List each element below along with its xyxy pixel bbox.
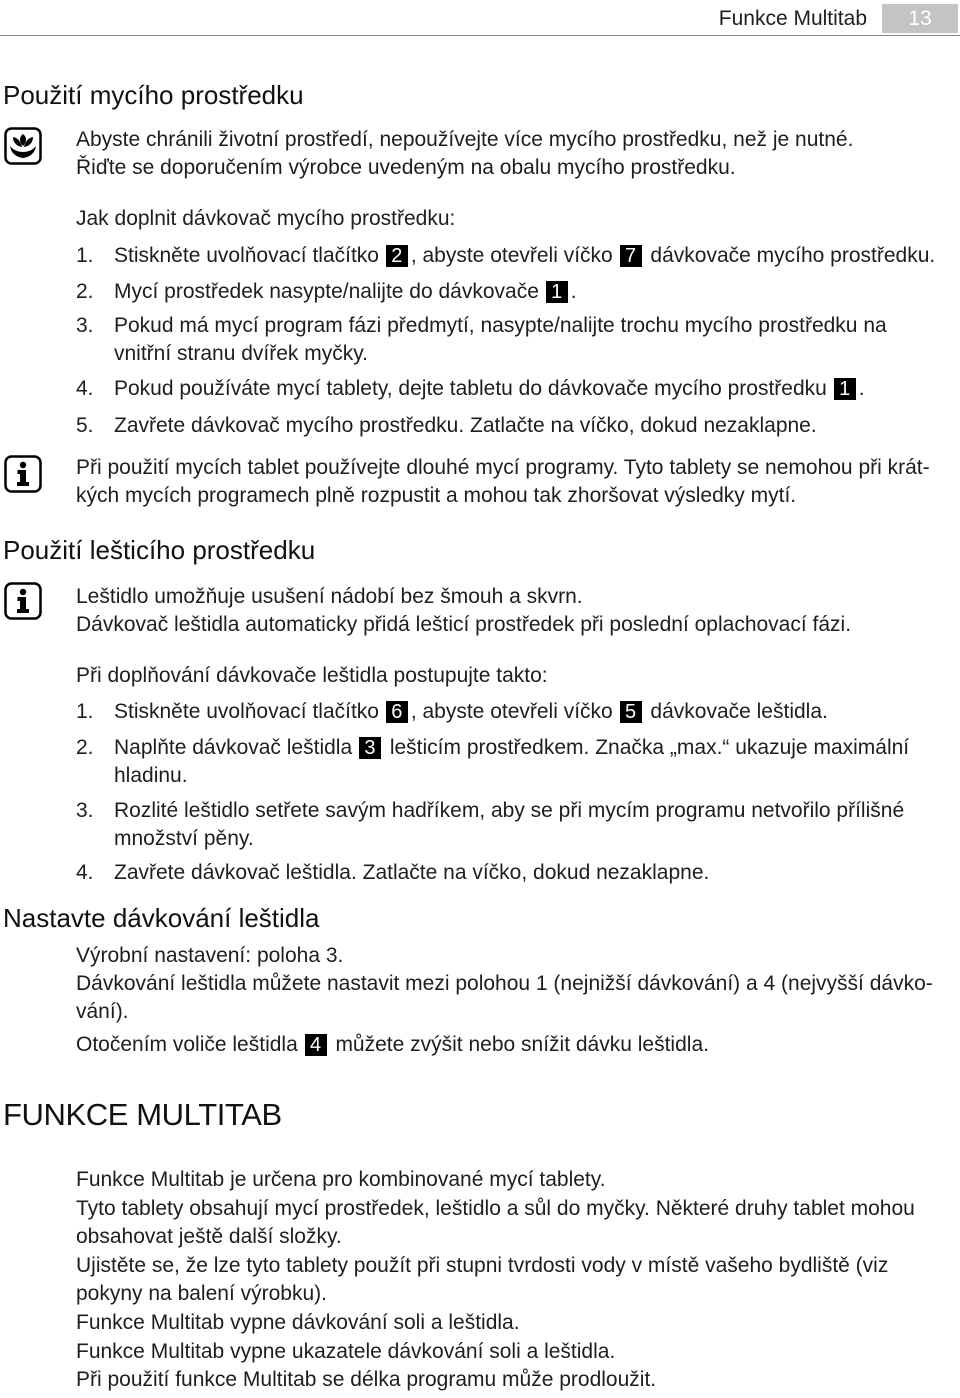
step-number: 4. (76, 861, 94, 884)
part-number-badge: 7 (620, 245, 642, 267)
part-number-badge: 1 (834, 378, 856, 400)
step-text-part: . (858, 377, 865, 400)
step-text (114, 797, 904, 853)
dosage-selector-line (76, 1031, 709, 1059)
step-text (114, 312, 887, 368)
part-number-badge: 3 (359, 737, 381, 759)
step-text (114, 375, 865, 403)
step-number: 5. (76, 414, 94, 437)
step-text-part: . (570, 280, 577, 303)
running-header-title: Funkce Multitab (718, 7, 867, 30)
detergent-step-5 (76, 412, 817, 440)
rinse-aid-step-3 (76, 797, 904, 853)
multitab-line: Při použití funkce Multitab se délka programu může prodloužit. (76, 1368, 657, 1392)
multitab-text (76, 1166, 915, 1395)
part-number-badge: 6 (386, 701, 408, 723)
step-text-part: Pokud používáte mycí tablety, dejte tabletu do dávkovače mycího prostředku (114, 377, 833, 400)
step-text-line: Pokud má mycí program fázi předmytí, nasypte/nalijte trochu mycího prostředku na (114, 314, 887, 337)
multitab-line: pokyny na balení výrobku). (76, 1282, 327, 1306)
dosage-line: Výrobní nastavení: poloha 3. (76, 944, 344, 967)
dosage-line: Dávkování leštidla můžete nastavit mezi polohou 1 (nejnižší dávkování) a 4 (nejvyšší dávko- (76, 972, 933, 995)
step-text (114, 242, 935, 270)
rinse-aid-note (76, 583, 851, 639)
environment-icon (4, 127, 42, 165)
step-text-part: lešticím prostředkem. Značka „max.“ ukazuje maximální (383, 736, 910, 759)
part-number-badge: 1 (546, 281, 568, 303)
step-text-part: , abyste otevřeli víčko (410, 244, 619, 267)
page-number: 13 (908, 7, 932, 30)
step-text-line: vnitřní stranu dvířek myčky. (114, 342, 369, 365)
multitab-line: obsahovat ještě další složky. (76, 1225, 342, 1249)
rinse-aid-note-line: Dávkovač leštidla automaticky přidá lešticí prostředek při poslední oplachovací fázi. (76, 613, 852, 636)
environment-note (76, 126, 853, 182)
step-text-part: dávkovače mycího prostředku. (644, 244, 936, 267)
multitab-line: Funkce Multitab vypne dávkování soli a leštidla. (76, 1310, 520, 1334)
tablet-note-line: Při použití mycích tablet používejte dlouhé mycí programy. Tyto tablety se nemohou při krát- (76, 456, 930, 479)
step-text-line: hladinu. (114, 764, 188, 787)
step-number: 4. (76, 377, 94, 400)
step-text (114, 734, 909, 790)
step-text-part: Stiskněte uvolňovací tlačítko (114, 700, 385, 723)
step-number: 2. (76, 280, 94, 303)
step-number: 2. (76, 736, 94, 759)
step-number: 3. (76, 799, 94, 822)
tablet-note-line: kých mycích programech plně rozpustit a mohou tak zhoršovat výsledky mytí. (76, 484, 797, 507)
info-icon (4, 582, 42, 620)
tablet-note (76, 454, 930, 510)
step-text-line: Rozlité leštidlo setřete savým hadříkem, aby se při mycím programu netvořilo přílišné (114, 799, 905, 822)
part-number-badge: 2 (386, 245, 408, 267)
step-number: 1. (76, 700, 94, 723)
step-text-part: , abyste otevřeli víčko (410, 700, 619, 723)
detergent-step-3 (76, 312, 887, 368)
rinse-aid-note-line: Leštidlo umožňuje usušení nádobí bez šmouh a skvrn. (76, 585, 583, 608)
step-text: Zavřete dávkovač leštidla. Zatlačte na víčko, dokud nezaklapne. (114, 861, 710, 884)
dosage-selector-text: Otočením voliče leštidla (76, 1033, 304, 1056)
heading-dosage: Nastavte dávkování leštidla (3, 903, 320, 933)
rinse-aid-step-1 (76, 698, 828, 726)
rinse-aid-steps-intro: Při doplňování dávkovače leštidla postupujte takto: (76, 664, 548, 687)
detergent-step-4 (76, 375, 865, 403)
step-text-line (114, 734, 909, 762)
detergent-step-1 (76, 242, 935, 270)
dosage-text (76, 942, 933, 1026)
part-number-badge: 4 (305, 1034, 327, 1056)
step-text (114, 698, 828, 726)
step-text-part: Stiskněte uvolňovací tlačítko (114, 244, 385, 267)
heading-rinse-aid: Použití lešticího prostředku (3, 535, 316, 565)
header-rule (0, 35, 960, 36)
step-text-part: dávkovače leštidla. (644, 700, 828, 723)
dosage-line: vání). (76, 1000, 129, 1023)
part-number-badge: 5 (620, 701, 642, 723)
dosage-selector-text: můžete zvýšit nebo snížit dávku leštidla. (329, 1033, 709, 1056)
environment-note-line: Řiďte se doporučením výrobce uvedeným na obalu mycího prostředku. (76, 156, 736, 179)
rinse-aid-step-4 (76, 859, 709, 887)
environment-note-line: Abyste chránili životní prostředí, nepoužívejte více mycího prostředku, než je nutné. (76, 128, 854, 151)
multitab-line: Funkce Multitab vypne ukazatele dávkování soli a leštidla. (76, 1339, 616, 1363)
multitab-line: Funkce Multitab je určena pro kombinované mycí tablety. (76, 1168, 606, 1191)
step-text: Zavřete dávkovač mycího prostředku. Zatlačte na víčko, dokud nezaklapne. (114, 414, 817, 437)
multitab-line: Ujistěte se, že lze tyto tablety použít při stupni tvrdosti vody v místě vašeho bydliště (viz (76, 1253, 889, 1277)
heading-detergent: Použití mycího prostředku (3, 80, 304, 110)
page-number-box (882, 4, 958, 33)
step-text (114, 278, 577, 306)
info-icon (4, 455, 42, 493)
detergent-steps-intro: Jak doplnit dávkovač mycího prostředku: (76, 207, 456, 230)
chapter-heading-multitab: FUNKCE MULTITAB (3, 1097, 282, 1132)
step-number: 1. (76, 244, 94, 267)
step-text-part: Mycí prostředek nasypte/nalijte do dávkovače (114, 280, 545, 303)
multitab-line: Tyto tablety obsahují mycí prostředek, leštidlo a sůl do myčky. Některé druhy tablet mohou (76, 1196, 915, 1220)
step-number: 3. (76, 314, 94, 337)
detergent-step-2 (76, 278, 577, 306)
step-text-line: množství pěny. (114, 827, 254, 850)
rinse-aid-step-2 (76, 734, 909, 790)
step-text-part: Naplňte dávkovač leštidla (114, 736, 358, 759)
